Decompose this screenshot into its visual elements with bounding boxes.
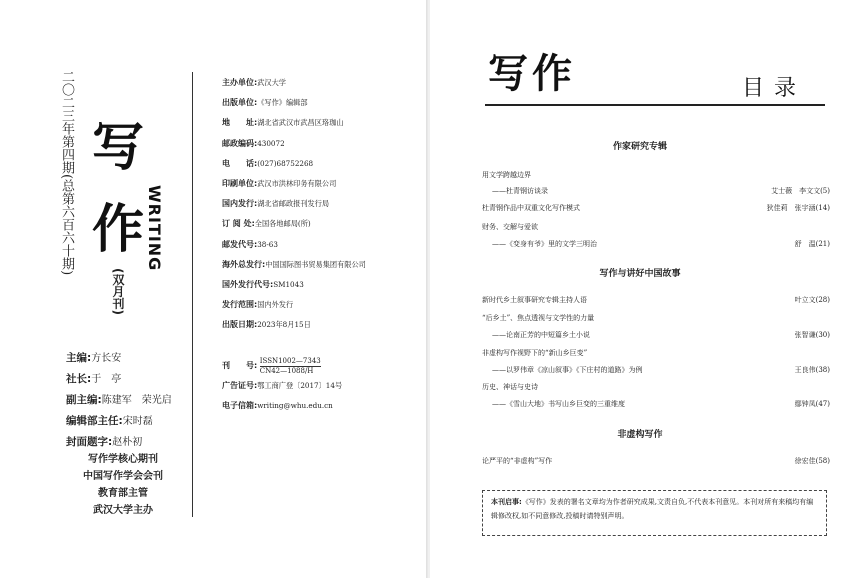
notice-text: 《写作》发表的署名文章均为作者研究成果,文责自负,不代表本刊意见。本刊对所有来稿均有编辑修改权,如不同意修改,投稿时请特别声明。: [491, 498, 814, 520]
pub-row: 电 话:(027)68752268: [222, 158, 314, 168]
pub-row: 地 址:湖北省武汉市武昌区珞珈山: [222, 118, 344, 128]
toc-entry[interactable]: 新时代乡土叙事研究专辑主持人语 叶立文(28): [482, 296, 830, 304]
staff-row: 编辑部主任:宋时磊: [66, 415, 153, 427]
registration-info: [222, 356, 342, 416]
toc-entry[interactable]: “后乡土”、焦点透视与文学性的力量: [482, 314, 595, 322]
toc-entry-sub: ——论南正芳的中短篇乡土小说 张智谦(30): [492, 331, 830, 339]
pub-row: 邮发代号:38-63: [222, 239, 278, 249]
toc-entry-sub: ——杜青钢访谈录 艾士薇 李文文(5): [492, 187, 830, 195]
staff-row: 封面题字:赵朴初: [66, 436, 143, 448]
toc-entry[interactable]: 历史、神话与史诗: [482, 383, 538, 391]
cn-value: CN42—1088/H: [259, 366, 314, 375]
pub-row: 出版日期:2023年8月15日: [222, 320, 311, 330]
logo-char-1: 写: [91, 117, 144, 178]
email-row: 电子信箱:writing@whu.edu.cn: [222, 401, 333, 410]
toc-entry[interactable]: 财务、交解与爱欲: [482, 223, 538, 231]
section-heading: 作家研究专辑: [612, 142, 667, 152]
email-link[interactable]: writing@whu.edu.cn: [257, 401, 333, 410]
toc-entry[interactable]: 论严平的“非虚构”写作 徐宏佳(58): [482, 457, 830, 465]
toc-entry[interactable]: 非虚构写作视野下的“新山乡巨变”: [482, 349, 588, 357]
toc-entry[interactable]: 用文学跨越边界: [482, 171, 531, 179]
section-heading: 写作与讲好中国故事: [599, 269, 681, 279]
org-line: 武汉大学主办: [93, 505, 153, 516]
journal-logo-vertical: [88, 118, 148, 260]
issn-value: ISSN1002—7343: [259, 356, 321, 365]
pub-row: 出版单位:《写作》编辑部: [222, 98, 308, 108]
pub-row: 订 阅 处:全国各地邮局(所): [222, 219, 311, 229]
staff-row: 社长:于 亭: [66, 373, 122, 385]
pub-row: 国内发行:湖北省邮政报刊发行局: [222, 199, 330, 209]
org-line: 教育部主管: [98, 488, 148, 499]
divider-line: [192, 72, 193, 517]
journal-notice-box: [482, 490, 827, 536]
journal-english-name: WRITING: [145, 185, 164, 272]
pub-row: 发行范围:国内外发行: [222, 300, 294, 310]
kanhao-row: 刊 号: ISSN1002—7343 CN42—1088/H: [222, 356, 321, 375]
pub-row: 主办单位:武汉大学: [222, 78, 286, 87]
notice-label: 本刊启事:: [491, 498, 522, 506]
publication-info: [222, 73, 366, 336]
staff-row: 主编:方长安: [66, 352, 122, 364]
journal-logo: 写作: [488, 50, 576, 97]
toc-entry[interactable]: 杜青钢作品中双重文化写作模式 狄佳莉 张宇涵(14): [482, 204, 830, 212]
ad-row: 广告证号:鄂工商广登〔2017〕14号: [222, 381, 343, 390]
org-line: 写作学核心期刊: [88, 454, 158, 465]
issue-number-vertical: 二〇二三年第四期(总第六百六十期): [59, 70, 74, 276]
sponsor-organizations: [58, 451, 188, 519]
pub-row: 海外总发行:中国国际图书贸易集团有限公司: [222, 259, 366, 269]
editorial-staff: [66, 348, 172, 453]
toc-entry-sub: ——《变身有爷》里的文学三明治 舒 温(21): [492, 240, 830, 248]
title-rule: [485, 104, 825, 106]
staff-row: 副主编:陈建军 荣光启: [66, 394, 172, 406]
toc-entry-sub: ——《雪山大地》书写山乡巨变的三重维度 鄢钟凤(47): [492, 400, 830, 408]
pub-row: 邮政编码:430072: [222, 138, 285, 148]
pub-row: 印刷单位:武汉市洪林印务有限公司: [222, 179, 337, 189]
toc-entry-sub: ——以罗伟章《凉山叙事》《下庄村的道路》为例 王良伟(38): [492, 366, 830, 374]
section-heading: 非虚构写作: [617, 430, 663, 440]
toc-title: 目录: [742, 76, 807, 101]
pub-row: 国外发行代号:SM1043: [222, 280, 304, 290]
org-line: 中国写作学会会刊: [83, 471, 163, 482]
bimonthly-label: (双月刊): [111, 268, 125, 315]
issn-block: [260, 357, 321, 376]
right-page: [430, 0, 850, 578]
logo-char-2: 作: [91, 199, 144, 260]
